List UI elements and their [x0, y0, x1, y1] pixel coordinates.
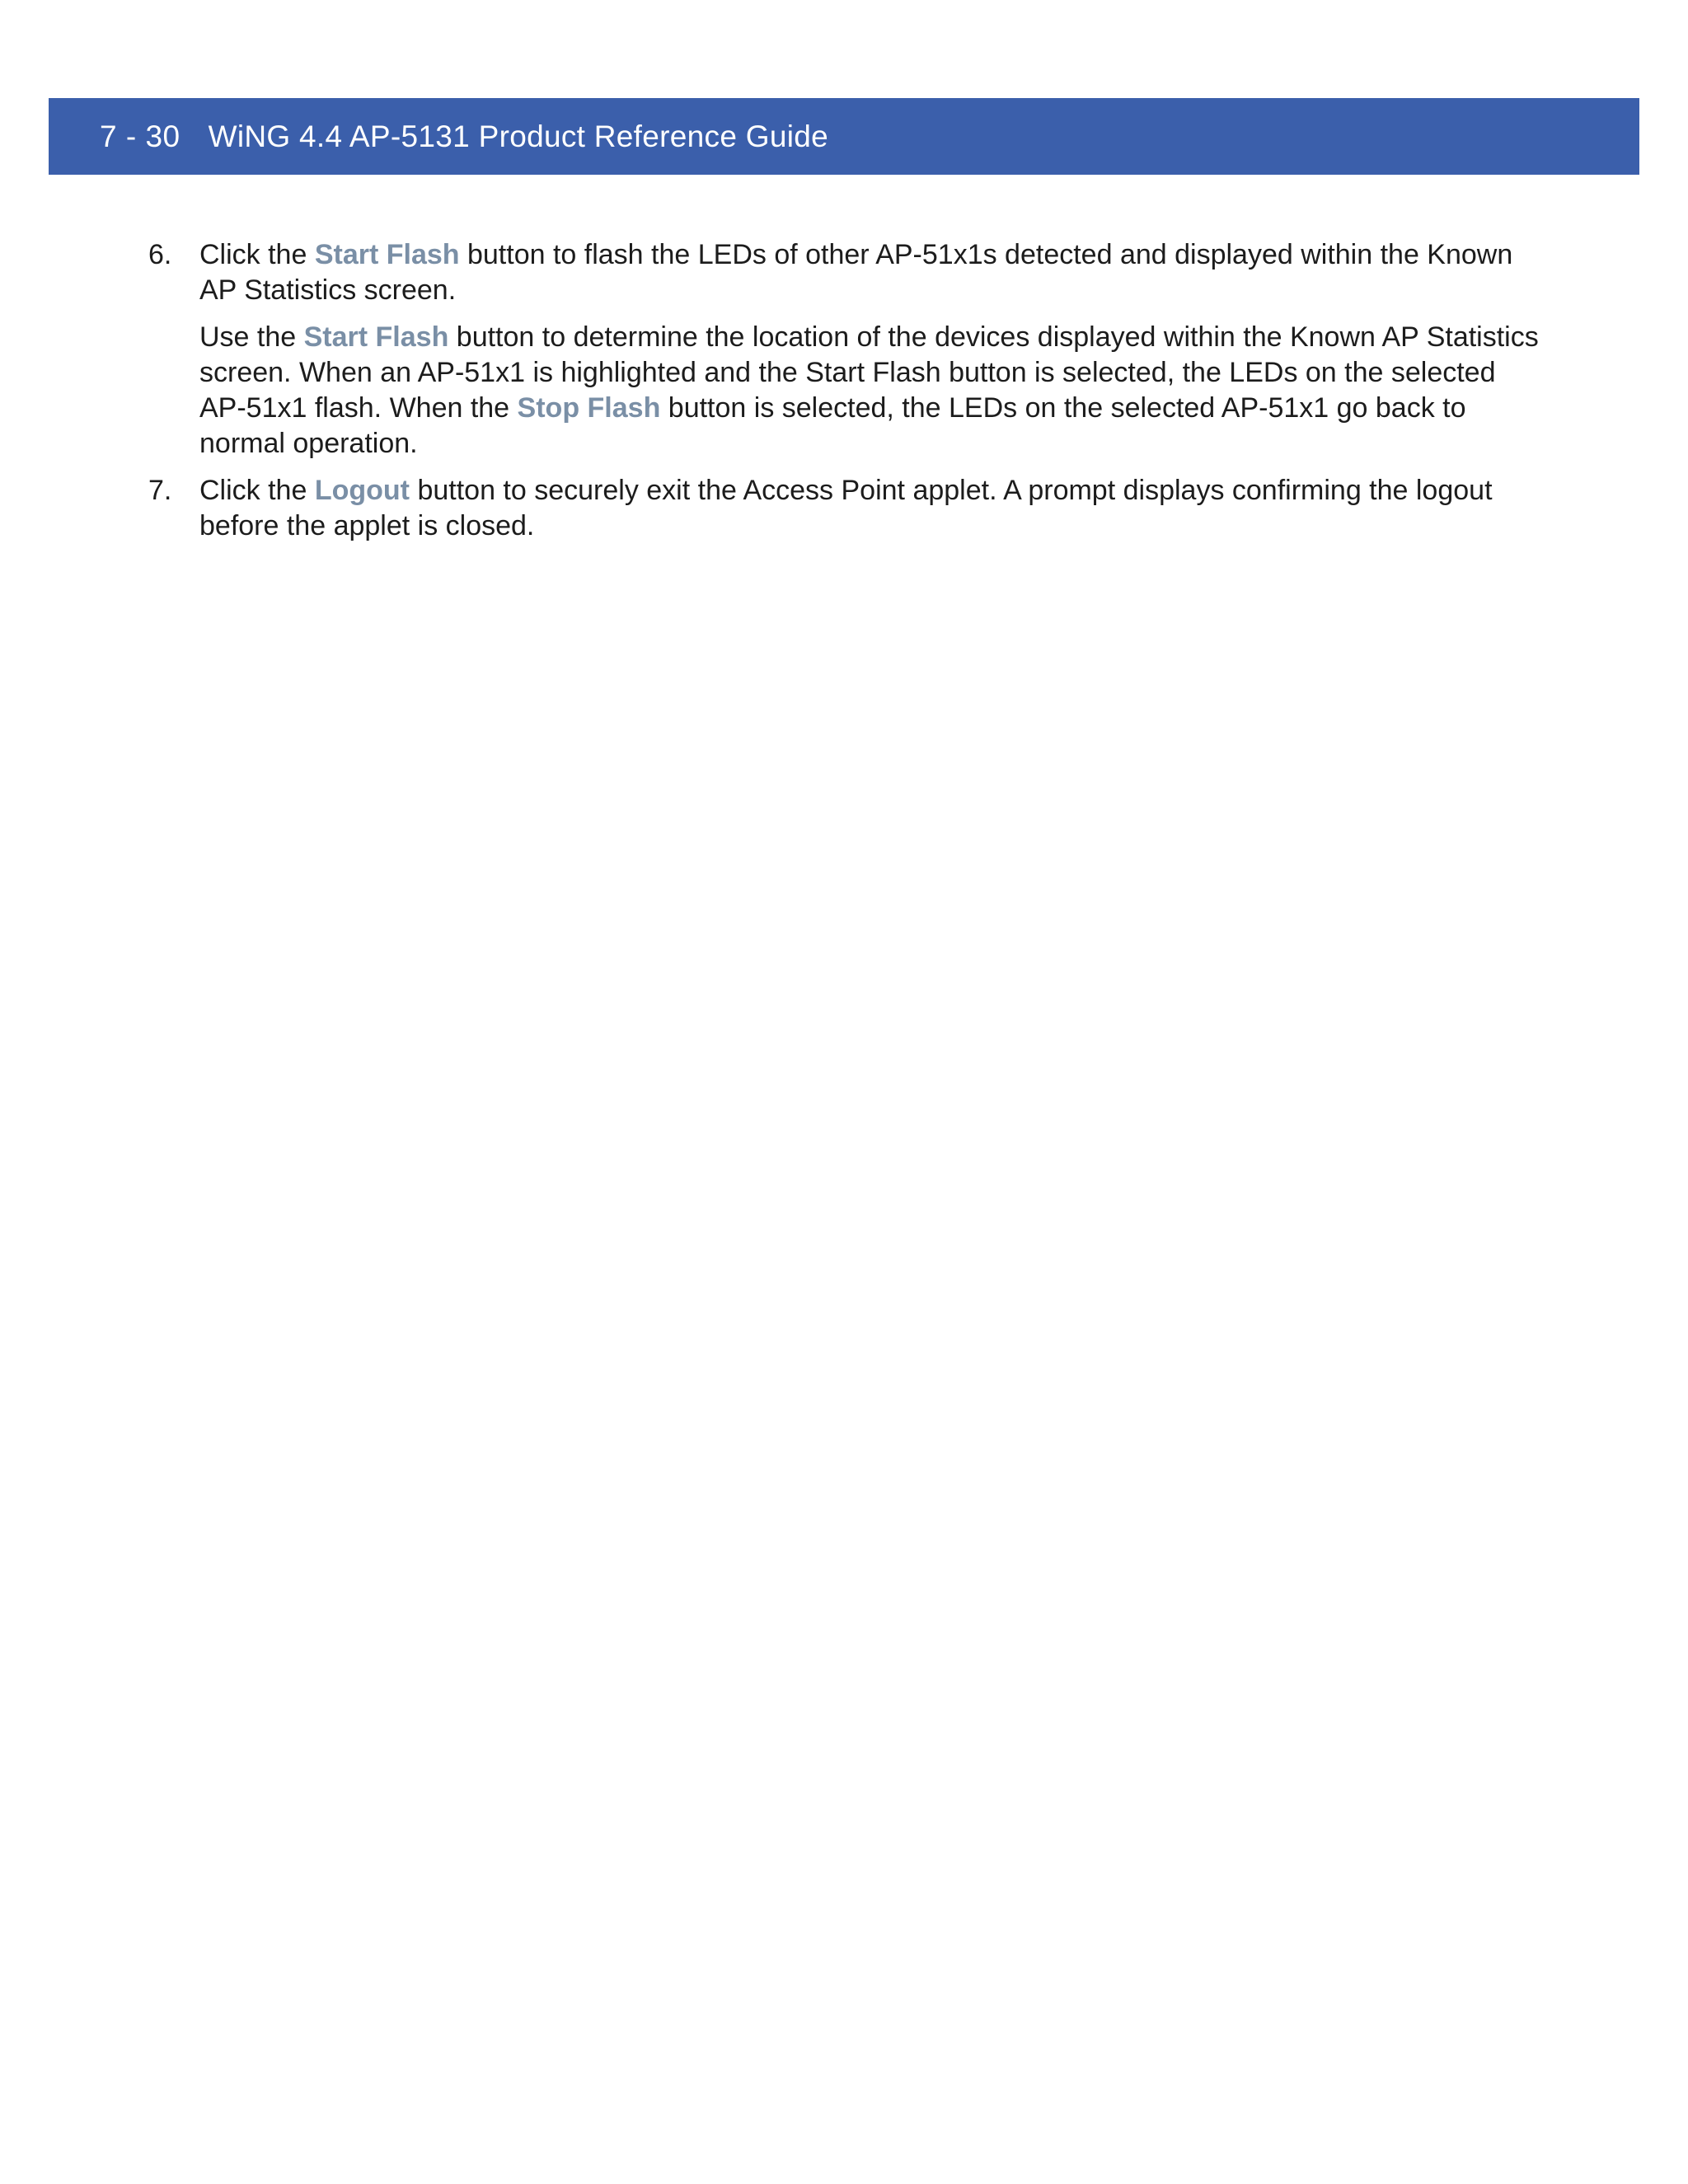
text-run: Click the: [199, 475, 315, 506]
step-instruction: [199, 237, 1541, 308]
step-6: [148, 237, 1541, 462]
page-header: [49, 98, 1639, 175]
procedure-steps: [148, 237, 1541, 544]
text-run: Use the: [199, 321, 304, 353]
guide-title: WiNG 4.4 AP-5131 Product Reference Guide: [208, 119, 829, 153]
step-number: 7.: [148, 475, 172, 506]
text-run: button to flash the LEDs of other AP-51x1s detected and displayed within the Known AP Statistics screen.: [199, 239, 1513, 306]
step-number: 6.: [148, 239, 172, 270]
start-flash-keyword: Start Flash: [314, 239, 460, 270]
step-instruction: [199, 473, 1541, 544]
text-run: Click the: [199, 239, 315, 270]
page-number: 7 - 30: [100, 119, 181, 153]
step-detail: [199, 320, 1541, 462]
logout-keyword: Logout: [314, 475, 410, 506]
stop-flash-keyword: Stop Flash: [517, 392, 661, 424]
text-run: button to securely exit the Access Point applet. A prompt displays confirming the logout before the applet is closed.: [199, 475, 1493, 541]
text-run: button to determine the location of the devices displayed within the Known AP Statistics screen. When an AP-51x1 is highlighted and the Start Flash button is selected, the LEDs on the selected AP-51x1 flash. When the: [199, 321, 1539, 424]
start-flash-keyword: Start Flash: [303, 321, 449, 353]
step-7: [148, 473, 1541, 544]
text-run: button is selected, the LEDs on the selected AP-51x1 go back to normal operation.: [199, 392, 1466, 459]
